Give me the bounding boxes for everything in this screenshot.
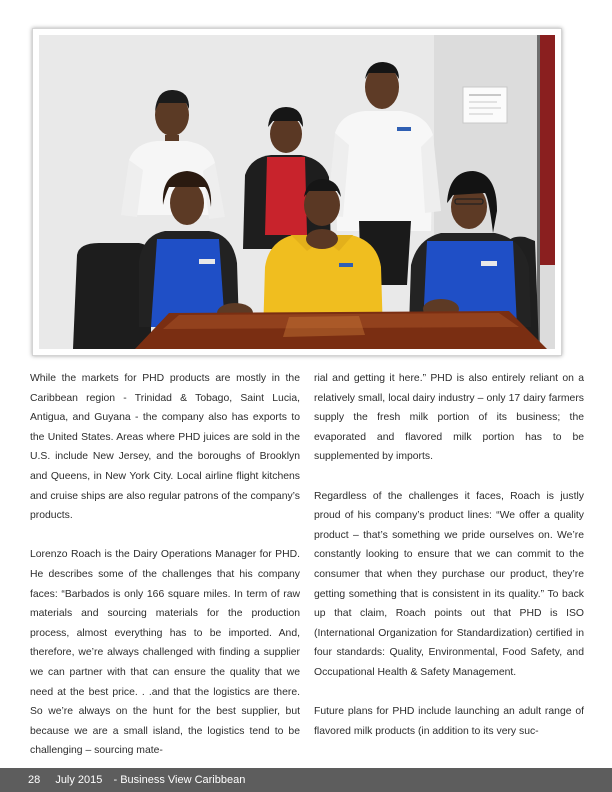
- paragraph: Regardless of the challenges it faces, Roach is justly proud of his company’s product lines: “We offer a quality product – that’s something we pride ourselves on. We’re constantly looking to ensure that we can commit to the consumer that when they purchase our product, they’re getting something that is consistent in its quality.” To back up that claim, Roach points out that PHD is ISO (International Organization for Standardization) certified in four standards: Quality, Environmental, Food Safety, and Occupational Health & Safety Management.: [314, 490, 584, 678]
- article-body: [30, 369, 584, 757]
- paragraph: rial and getting it here.” PHD is also entirely reliant on a relatively small, local dairy industry – only 17 dairy farmers supply the fresh milk portion of its business; the evaporated and flavored milk portion has to be supplemented by imports.: [314, 373, 584, 463]
- page-number: 28: [28, 774, 41, 786]
- paragraph: While the markets for PHD products are mostly in the Caribbean region - Trinidad & Tobago, Saint Lucia, Antigua, and Guyana - the company also has exports to the United States. Areas where PHD juices are sold in the U.S. include New Jersey, and the boroughs of Brooklyn and Queens, in New York City. Local airline flight kitchens and cruise ships are also regular patrons of the company’s products.: [30, 373, 300, 522]
- article-column-right: [314, 369, 584, 737]
- team-photo: [39, 35, 555, 349]
- photo-frame: [32, 28, 562, 356]
- issue-date: July 2015: [55, 774, 103, 786]
- red-door: [539, 35, 555, 265]
- paragraph: Future plans for PHD include launching an adult range of flavored milk products (in addition to its very suc-: [314, 706, 584, 737]
- paragraph: Lorenzo Roach is the Dairy Operations Manager for PHD. He describes some of the challenges that his company faces: “Barbados is only 166 square miles. In term of raw materials and sourcing materials for the production process, almost everything has to be imported. And, therefore, we’re always challenged with finding a supplier we can partner with that can ensure the quality that we need at the best price. . .and that the logistics are there. So we’re always on the hunt for the best supplier, but because we are a small island, the logistics tend to be challenging – sourcing mate-: [30, 549, 300, 757]
- article-column-left: [30, 369, 300, 757]
- publication-name: - Business View Caribbean: [113, 774, 246, 786]
- wall-notice: [463, 87, 507, 123]
- door-frame: [537, 35, 540, 349]
- team-photo-illustration: [39, 35, 555, 349]
- page-footer: [0, 768, 612, 792]
